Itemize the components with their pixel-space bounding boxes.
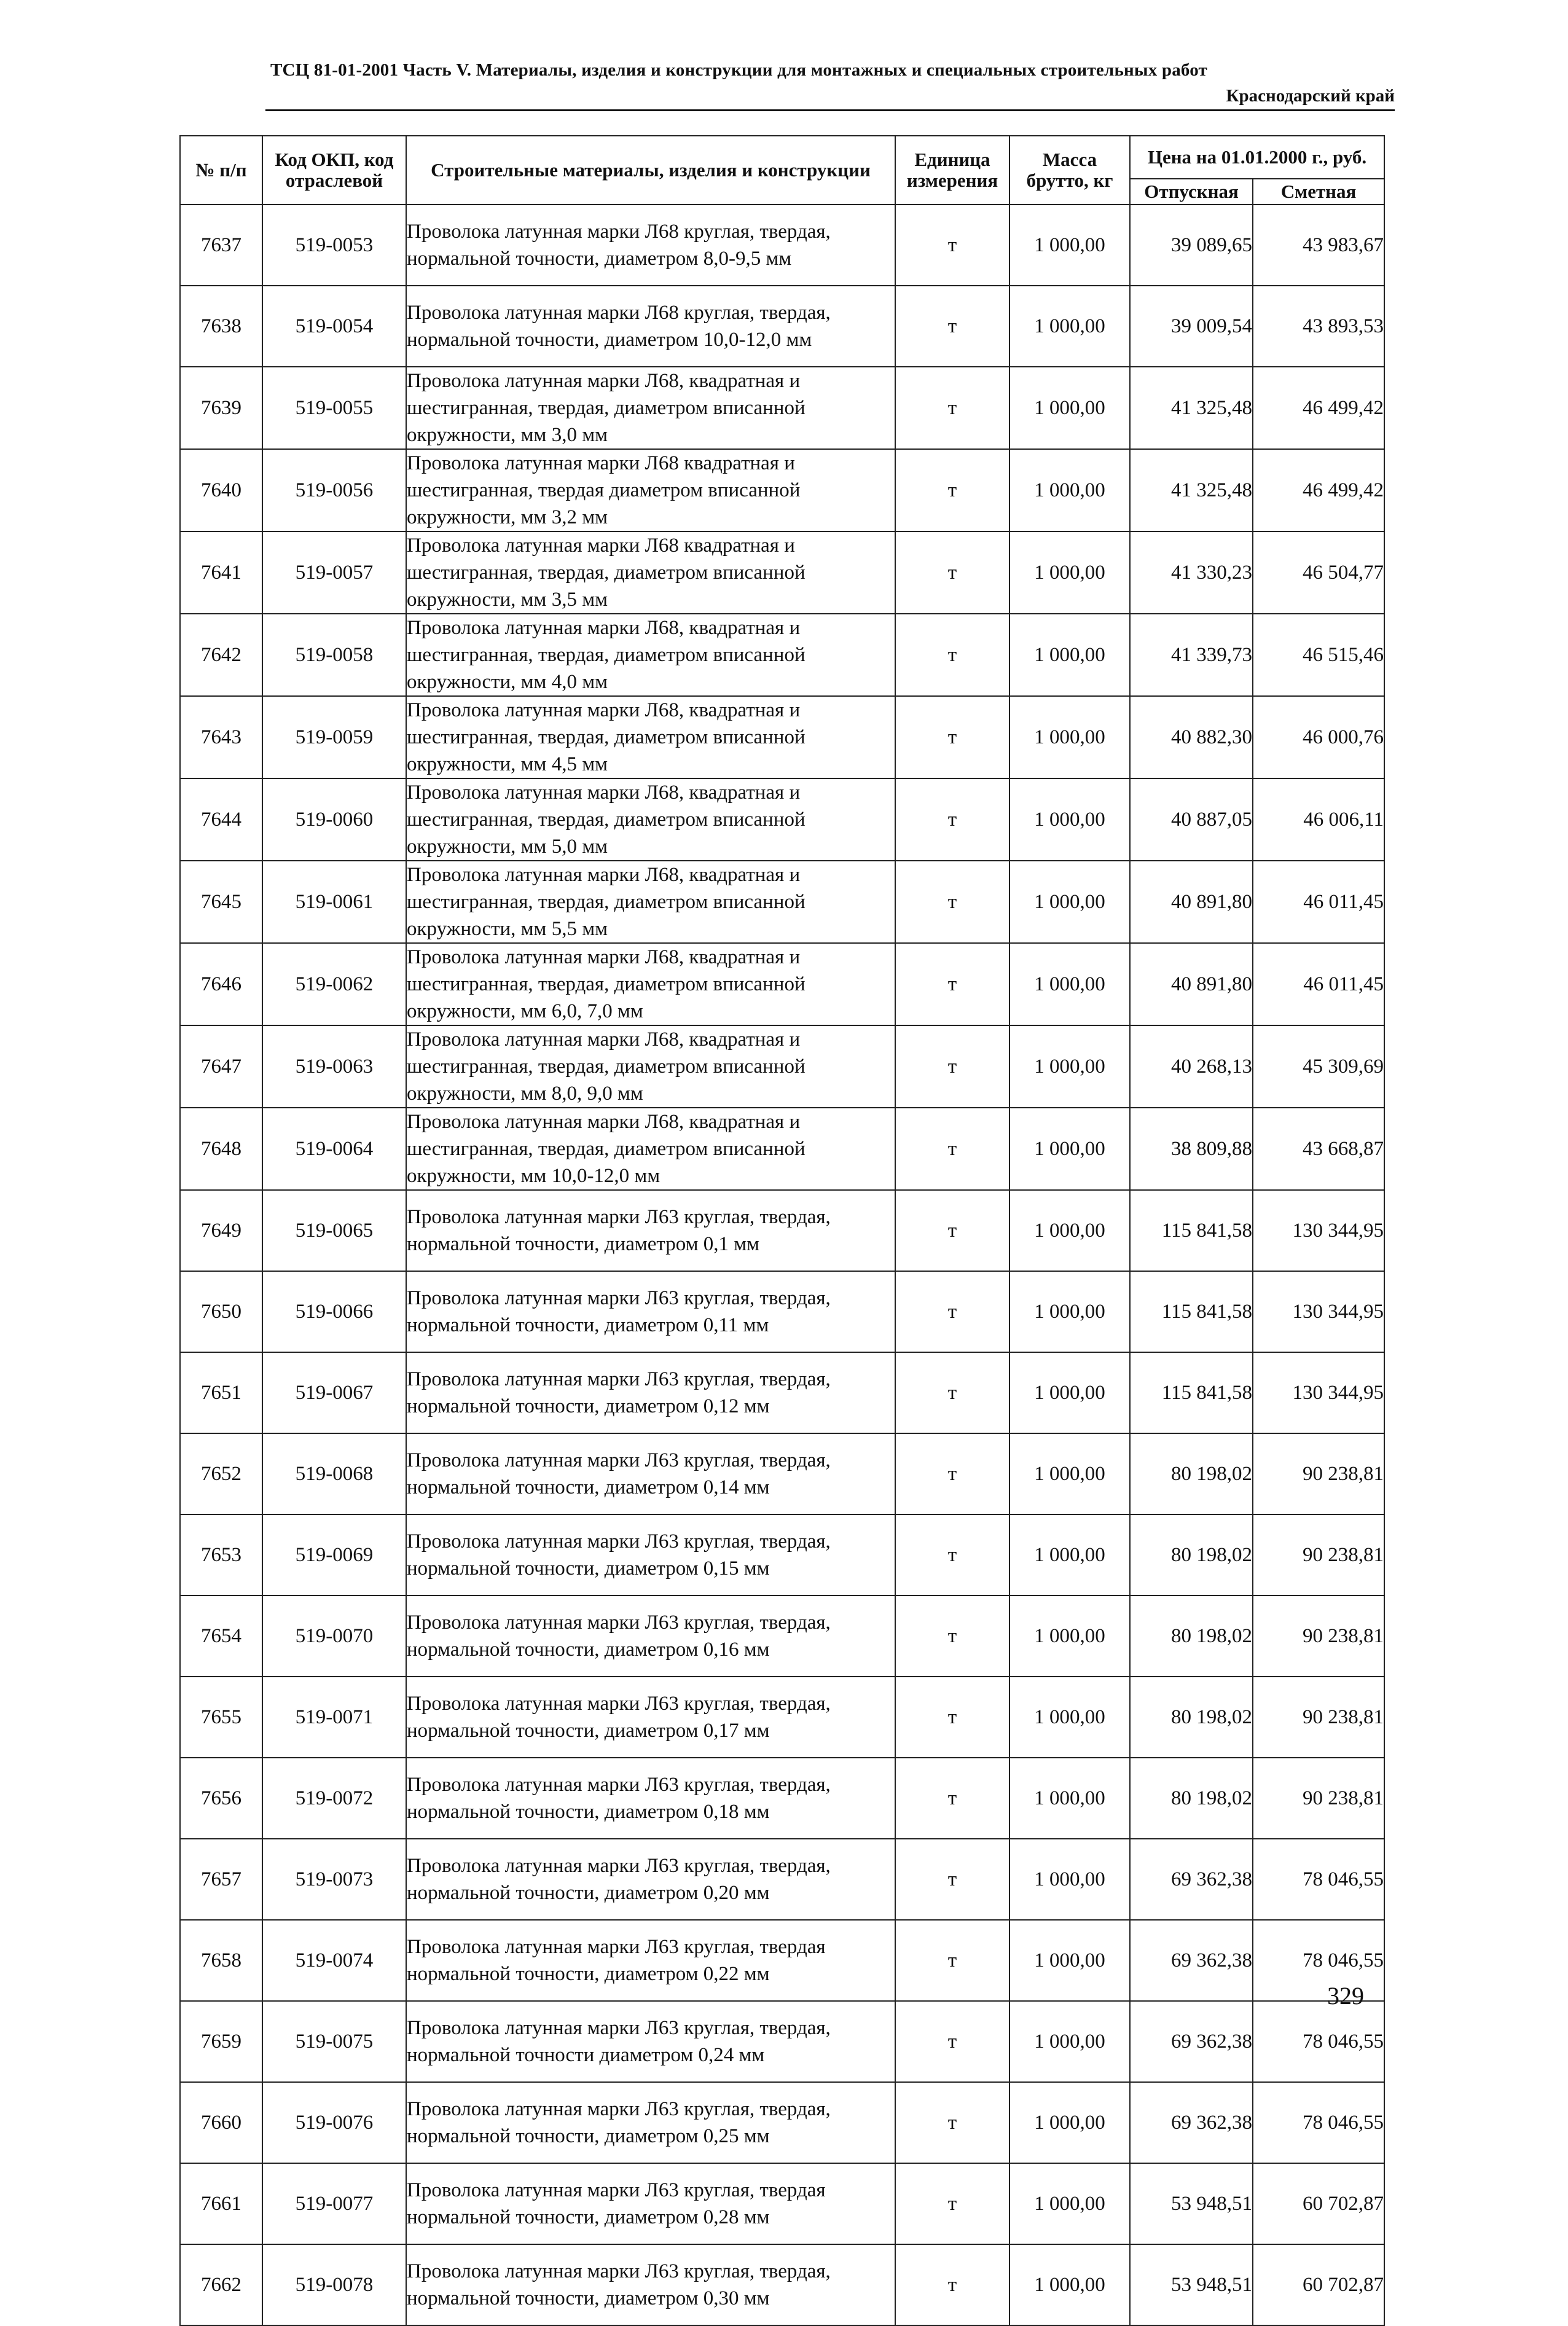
row-price-estimate: 60 702,87 [1253,2244,1384,2325]
row-price-release: 40 882,30 [1130,696,1253,778]
row-number: 7657 [180,1839,262,1920]
row-price-release: 39 009,54 [1130,286,1253,367]
row-number: 7654 [180,1596,262,1677]
row-mass: 1 000,00 [1009,1190,1130,1271]
region-name: Краснодарский край [1226,86,1395,106]
row-code: 519-0053 [262,205,406,286]
table-row [180,2163,1384,2244]
row-mass: 1 000,00 [1009,2001,1130,2082]
table-row [180,696,1384,778]
row-price-estimate: 46 499,42 [1253,367,1384,449]
materials-price-table [179,135,1385,2326]
row-mass: 1 000,00 [1009,1352,1130,1433]
row-mass: 1 000,00 [1009,943,1130,1025]
row-unit: т [895,2244,1009,2325]
row-number: 7646 [180,943,262,1025]
row-price-estimate: 90 238,81 [1253,1596,1384,1677]
row-unit: т [895,1190,1009,1271]
row-price-release: 69 362,38 [1130,1839,1253,1920]
row-price-estimate: 60 702,87 [1253,2163,1384,2244]
row-mass: 1 000,00 [1009,1025,1130,1108]
row-number: 7660 [180,2082,262,2163]
table-row [180,1025,1384,1108]
row-price-release: 69 362,38 [1130,1920,1253,2001]
table-row [180,205,1384,286]
row-unit: т [895,1758,1009,1839]
row-price-release: 80 198,02 [1130,1433,1253,1514]
row-number: 7645 [180,861,262,943]
row-unit: т [895,778,1009,861]
row-mass: 1 000,00 [1009,696,1130,778]
row-number: 7637 [180,205,262,286]
row-number: 7662 [180,2244,262,2325]
table-row [180,1596,1384,1677]
row-price-release: 80 198,02 [1130,1514,1253,1596]
row-material-name: Проволока латунная марки Л68, квадратная и шестигранная, твердая, диаметром вписанной окружности, мм 8,0, 9,0 мм [406,1025,895,1108]
col-header-price: Цена на 01.01.2000 г., руб. [1130,136,1384,179]
row-price-release: 40 268,13 [1130,1025,1253,1108]
row-mass: 1 000,00 [1009,205,1130,286]
row-price-release: 80 198,02 [1130,1758,1253,1839]
col-header-num: № п/п [180,136,262,205]
row-mass: 1 000,00 [1009,449,1130,531]
table-row [180,2244,1384,2325]
row-mass: 1 000,00 [1009,286,1130,367]
table-row [180,531,1384,614]
table-row [180,449,1384,531]
row-code: 519-0065 [262,1190,406,1271]
table-row [180,1920,1384,2001]
row-price-estimate: 90 238,81 [1253,1758,1384,1839]
row-material-name: Проволока латунная марки Л68, квадратная и шестигранная, твердая, диаметром вписанной окружности, мм 5,0 мм [406,778,895,861]
row-material-name: Проволока латунная марки Л68, квадратная и шестигранная, твердая, диаметром вписанной окружности, мм 4,0 мм [406,614,895,696]
row-price-release: 69 362,38 [1130,2082,1253,2163]
row-price-estimate: 46 011,45 [1253,861,1384,943]
row-unit: т [895,1596,1009,1677]
row-unit: т [895,449,1009,531]
row-code: 519-0077 [262,2163,406,2244]
row-price-release: 41 330,23 [1130,531,1253,614]
row-price-release: 38 809,88 [1130,1108,1253,1190]
row-unit: т [895,1352,1009,1433]
row-price-release: 40 891,80 [1130,943,1253,1025]
row-unit: т [895,1920,1009,2001]
row-price-estimate: 46 000,76 [1253,696,1384,778]
table-row [180,1758,1384,1839]
table-row [180,1433,1384,1514]
table-row [180,1839,1384,1920]
table-row [180,2082,1384,2163]
row-code: 519-0057 [262,531,406,614]
table-row [180,1108,1384,1190]
row-price-estimate: 43 983,67 [1253,205,1384,286]
col-header-name: Строительные материалы, изделия и конструкции [406,136,895,205]
row-unit: т [895,1025,1009,1108]
row-material-name: Проволока латунная марки Л63 круглая, твердая, нормальной точности, диаметром 0,11 мм [406,1271,895,1352]
row-material-name: Проволока латунная марки Л63 круглая, твердая, нормальной точности, диаметром 0,15 мм [406,1514,895,1596]
row-price-estimate: 46 515,46 [1253,614,1384,696]
row-mass: 1 000,00 [1009,1271,1130,1352]
table-row [180,2001,1384,2082]
row-code: 519-0068 [262,1433,406,1514]
row-code: 519-0073 [262,1839,406,1920]
row-number: 7642 [180,614,262,696]
table-row [180,1352,1384,1433]
row-mass: 1 000,00 [1009,1677,1130,1758]
row-code: 519-0067 [262,1352,406,1433]
row-mass: 1 000,00 [1009,531,1130,614]
row-number: 7653 [180,1514,262,1596]
row-mass: 1 000,00 [1009,1108,1130,1190]
row-number: 7639 [180,367,262,449]
row-number: 7643 [180,696,262,778]
row-unit: т [895,2163,1009,2244]
col-header-price-estimate: Сметная [1253,179,1384,205]
row-number: 7647 [180,1025,262,1108]
row-material-name: Проволока латунная марки Л63 круглая, твердая, нормальной точности, диаметром 0,14 мм [406,1433,895,1514]
row-mass: 1 000,00 [1009,1596,1130,1677]
row-price-release: 115 841,58 [1130,1271,1253,1352]
row-price-release: 69 362,38 [1130,2001,1253,2082]
row-price-release: 41 339,73 [1130,614,1253,696]
row-price-release: 115 841,58 [1130,1190,1253,1271]
row-material-name: Проволока латунная марки Л68 круглая, твердая, нормальной точности, диаметром 8,0-9,5 мм [406,205,895,286]
row-code: 519-0055 [262,367,406,449]
col-header-unit: Единица измерения [895,136,1009,205]
row-number: 7641 [180,531,262,614]
row-price-release: 41 325,48 [1130,367,1253,449]
table-body [180,205,1384,2325]
row-unit: т [895,614,1009,696]
page-number: 329 [1327,1982,1364,2010]
col-header-mass: Масса брутто, кг [1009,136,1130,205]
row-unit: т [895,2082,1009,2163]
row-code: 519-0062 [262,943,406,1025]
row-code: 519-0059 [262,696,406,778]
row-number: 7655 [180,1677,262,1758]
row-code: 519-0063 [262,1025,406,1108]
row-price-estimate: 78 046,55 [1253,1839,1384,1920]
row-material-name: Проволока латунная марки Л68 квадратная и шестигранная, твердая, диаметром вписанной окружности, мм 3,5 мм [406,531,895,614]
row-mass: 1 000,00 [1009,861,1130,943]
row-unit: т [895,861,1009,943]
col-header-price-release: Отпускная [1130,179,1253,205]
row-material-name: Проволока латунная марки Л63 круглая, твердая нормальной точности, диаметром 0,22 мм [406,1920,895,2001]
row-price-release: 40 891,80 [1130,861,1253,943]
row-mass: 1 000,00 [1009,1433,1130,1514]
row-number: 7648 [180,1108,262,1190]
table-row [180,1514,1384,1596]
col-header-code: Код ОКП, код отраслевой [262,136,406,205]
row-mass: 1 000,00 [1009,2163,1130,2244]
row-price-release: 53 948,51 [1130,2163,1253,2244]
row-material-name: Проволока латунная марки Л63 круглая, твердая, нормальной точности, диаметром 0,1 мм [406,1190,895,1271]
row-price-estimate: 130 344,95 [1253,1271,1384,1352]
row-material-name: Проволока латунная марки Л68, квадратная и шестигранная, твердая, диаметром вписанной окружности, мм 3,0 мм [406,367,895,449]
row-code: 519-0060 [262,778,406,861]
row-number: 7656 [180,1758,262,1839]
row-number: 7651 [180,1352,262,1433]
table-row [180,367,1384,449]
row-price-release: 80 198,02 [1130,1596,1253,1677]
row-unit: т [895,2001,1009,2082]
row-code: 519-0078 [262,2244,406,2325]
row-material-name: Проволока латунная марки Л68 квадратная и шестигранная, твердая диаметром вписанной окружности, мм 3,2 мм [406,449,895,531]
table-row [180,778,1384,861]
row-material-name: Проволока латунная марки Л63 круглая, твердая, нормальной точности, диаметром 0,17 мм [406,1677,895,1758]
row-code: 519-0075 [262,2001,406,2082]
row-material-name: Проволока латунная марки Л63 круглая, твердая, нормальной точности, диаметром 0,18 мм [406,1758,895,1839]
row-material-name: Проволока латунная марки Л63 круглая, твердая, нормальной точности, диаметром 0,30 мм [406,2244,895,2325]
row-material-name: Проволока латунная марки Л68, квадратная и шестигранная, твердая, диаметром вписанной окружности, мм 6,0, 7,0 мм [406,943,895,1025]
table-row [180,1271,1384,1352]
row-unit: т [895,1433,1009,1514]
row-code: 519-0064 [262,1108,406,1190]
row-mass: 1 000,00 [1009,1839,1130,1920]
row-mass: 1 000,00 [1009,1514,1130,1596]
row-unit: т [895,205,1009,286]
row-price-estimate: 90 238,81 [1253,1514,1384,1596]
row-code: 519-0056 [262,449,406,531]
row-code: 519-0070 [262,1596,406,1677]
row-price-estimate: 130 344,95 [1253,1190,1384,1271]
row-material-name: Проволока латунная марки Л63 круглая, твердая, нормальной точности, диаметром 0,25 мм [406,2082,895,2163]
row-code: 519-0074 [262,1920,406,2001]
row-mass: 1 000,00 [1009,1758,1130,1839]
row-price-release: 115 841,58 [1130,1352,1253,1433]
row-number: 7652 [180,1433,262,1514]
row-unit: т [895,1514,1009,1596]
row-mass: 1 000,00 [1009,2082,1130,2163]
table-row [180,943,1384,1025]
table-row [180,1190,1384,1271]
row-code: 519-0061 [262,861,406,943]
row-mass: 1 000,00 [1009,778,1130,861]
table-header-row [180,136,1384,179]
row-code: 519-0054 [262,286,406,367]
row-price-estimate: 78 046,55 [1253,1920,1384,2001]
row-code: 519-0058 [262,614,406,696]
row-material-name: Проволока латунная марки Л68, квадратная и шестигранная, твердая, диаметром вписанной окружности, мм 4,5 мм [406,696,895,778]
row-unit: т [895,1839,1009,1920]
row-price-estimate: 130 344,95 [1253,1352,1384,1433]
row-price-estimate: 90 238,81 [1253,1677,1384,1758]
row-price-estimate: 78 046,55 [1253,2001,1384,2082]
row-unit: т [895,1108,1009,1190]
row-mass: 1 000,00 [1009,367,1130,449]
table-row [180,286,1384,367]
document-title: ТСЦ 81-01-2001 Часть V. Материалы, изделия и конструкции для монтажных и специальных строительных работ [270,60,1208,80]
table-row [180,1677,1384,1758]
row-price-release: 80 198,02 [1130,1677,1253,1758]
row-unit: т [895,1677,1009,1758]
row-number: 7644 [180,778,262,861]
row-code: 519-0076 [262,2082,406,2163]
row-price-estimate: 90 238,81 [1253,1433,1384,1514]
row-mass: 1 000,00 [1009,2244,1130,2325]
row-material-name: Проволока латунная марки Л63 круглая, твердая, нормальной точности, диаметром 0,16 мм [406,1596,895,1677]
row-unit: т [895,286,1009,367]
table-row [180,861,1384,943]
row-number: 7649 [180,1190,262,1271]
row-price-estimate: 78 046,55 [1253,2082,1384,2163]
row-code: 519-0071 [262,1677,406,1758]
row-price-estimate: 46 504,77 [1253,531,1384,614]
row-mass: 1 000,00 [1009,614,1130,696]
row-unit: т [895,696,1009,778]
row-number: 7659 [180,2001,262,2082]
row-material-name: Проволока латунная марки Л68 круглая, твердая, нормальной точности, диаметром 10,0-12,0 мм [406,286,895,367]
row-price-release: 40 887,05 [1130,778,1253,861]
header-rule [265,109,1395,111]
row-material-name: Проволока латунная марки Л68, квадратная и шестигранная, твердая, диаметром вписанной окружности, мм 5,5 мм [406,861,895,943]
row-unit: т [895,1271,1009,1352]
row-price-estimate: 45 309,69 [1253,1025,1384,1108]
row-unit: т [895,531,1009,614]
row-material-name: Проволока латунная марки Л63 круглая, твердая нормальной точности, диаметром 0,28 мм [406,2163,895,2244]
row-number: 7650 [180,1271,262,1352]
row-price-release: 41 325,48 [1130,449,1253,531]
row-mass: 1 000,00 [1009,1920,1130,2001]
row-unit: т [895,367,1009,449]
row-material-name: Проволока латунная марки Л63 круглая, твердая, нормальной точности, диаметром 0,20 мм [406,1839,895,1920]
row-price-estimate: 46 006,11 [1253,778,1384,861]
row-price-estimate: 46 011,45 [1253,943,1384,1025]
row-material-name: Проволока латунная марки Л63 круглая, твердая, нормальной точности диаметром 0,24 мм [406,2001,895,2082]
row-price-estimate: 43 893,53 [1253,286,1384,367]
row-material-name: Проволока латунная марки Л68, квадратная и шестигранная, твердая, диаметром вписанной окружности, мм 10,0-12,0 мм [406,1108,895,1190]
row-price-release: 53 948,51 [1130,2244,1253,2325]
table-row [180,614,1384,696]
row-number: 7640 [180,449,262,531]
row-code: 519-0072 [262,1758,406,1839]
row-number: 7638 [180,286,262,367]
row-price-release: 39 089,65 [1130,205,1253,286]
row-code: 519-0069 [262,1514,406,1596]
row-price-estimate: 46 499,42 [1253,449,1384,531]
row-number: 7658 [180,1920,262,2001]
row-number: 7661 [180,2163,262,2244]
row-unit: т [895,943,1009,1025]
row-material-name: Проволока латунная марки Л63 круглая, твердая, нормальной точности, диаметром 0,12 мм [406,1352,895,1433]
row-price-estimate: 43 668,87 [1253,1108,1384,1190]
row-code: 519-0066 [262,1271,406,1352]
